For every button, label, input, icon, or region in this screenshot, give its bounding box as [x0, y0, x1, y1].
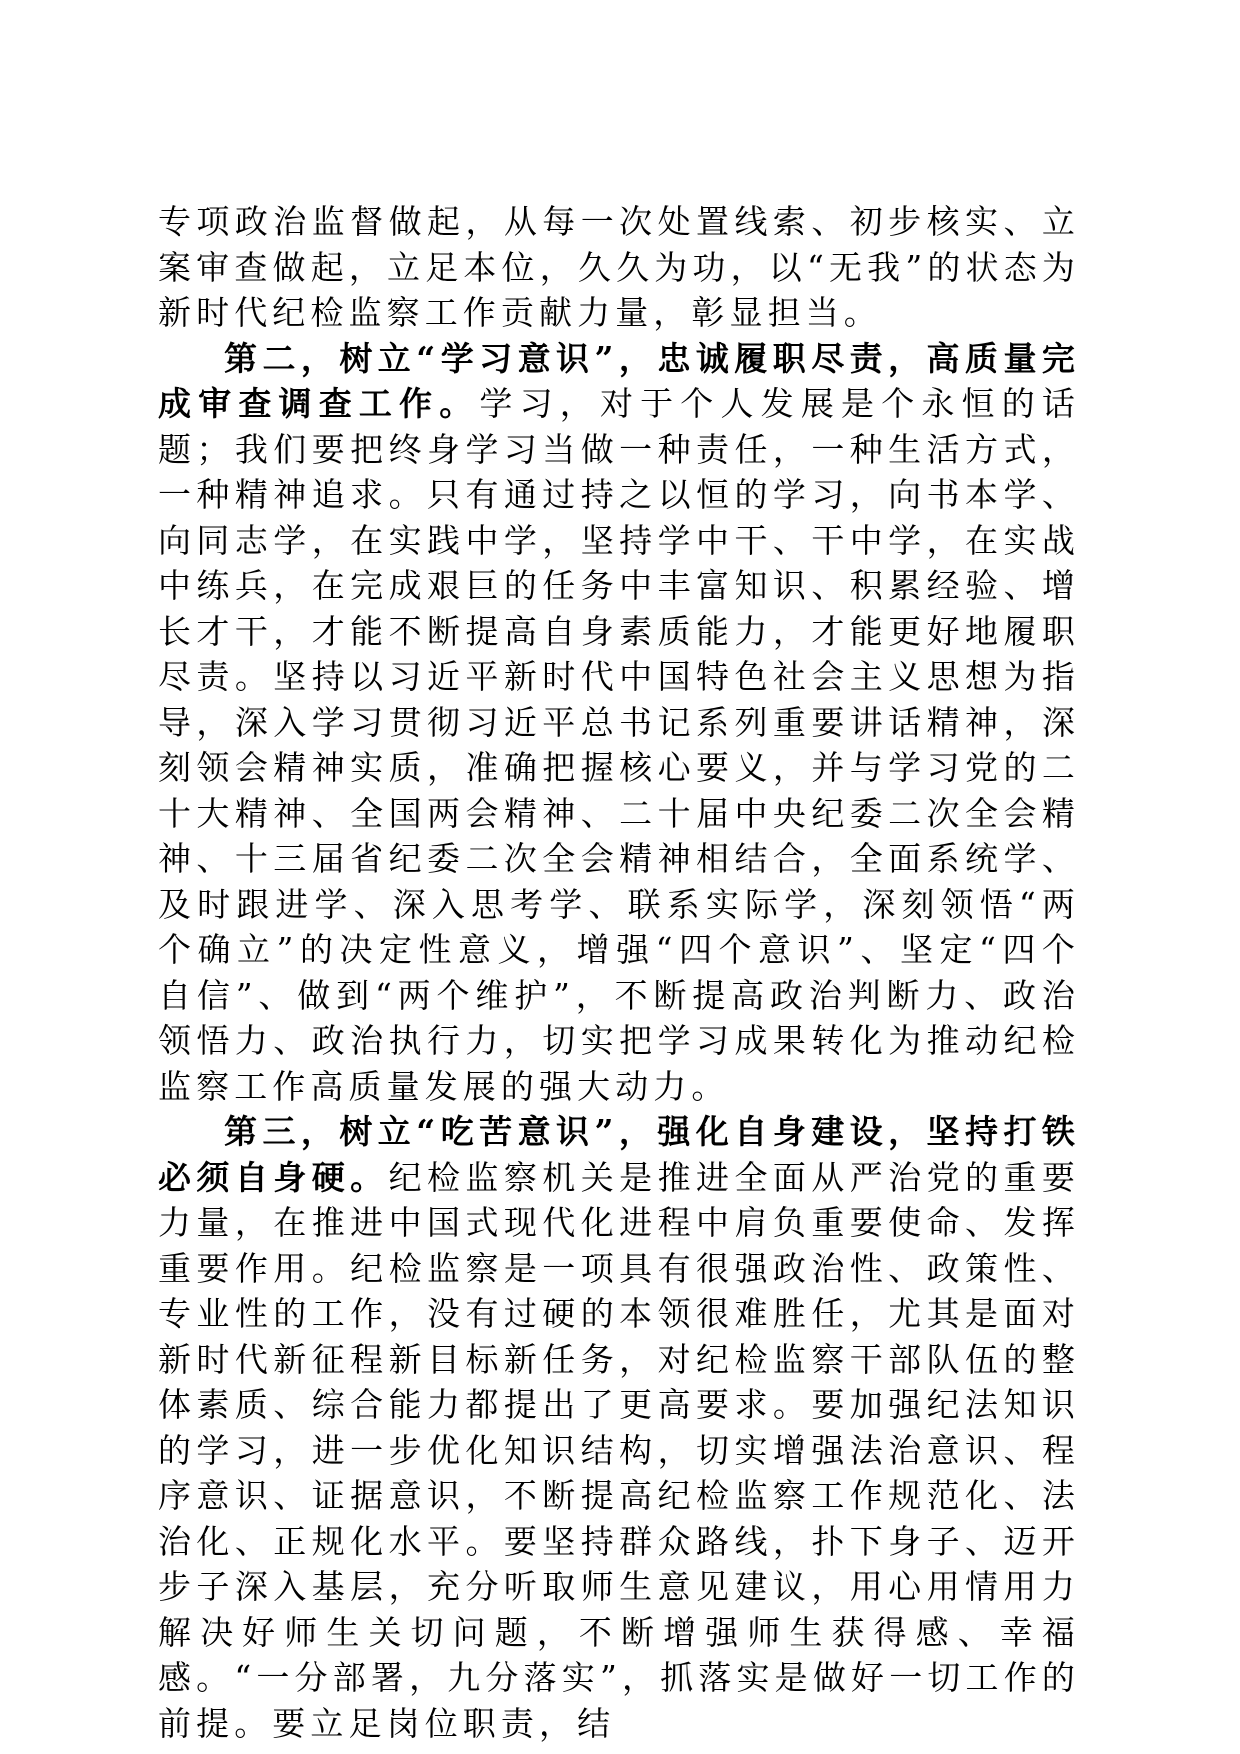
paragraph-2-heading: 第二，树立“学习意识”，忠诚履职尽责，高质量完成审查调查工作。 [158, 338, 1080, 423]
paragraph-continuation [158, 199, 1080, 336]
paragraph-3-heading: 第三，树立“吃苦意识”，强化自身建设，坚持打铁必须自身硬。 [158, 1112, 1080, 1197]
paragraph-learning-awareness [158, 336, 1080, 1110]
paragraph-3-body: 纪检监察机关是推进全面从严治党的重要力量，在推进中国式现代化进程中肩负重要使命、发挥重要作用。纪检监察是一项具有很强政治性、政策性、专业性的工作，没有过硬的本领很难胜任，尤其是面对新时代新征程新目标新任务，对纪检监察干部队伍的整体素质、综合能力都提出了更高要求。要加强纪法知识的学习，进一步优化知识结构，切实增强法治意识、程序意识、证据意识，不断提高纪检监察工作规范化、法治化、正规化水平。要坚持群众路线，扑下身子、迈开步子深入基层，充分听取师生意见建议，用心用情用力解决好师生关切问题，不断增强师生获得感、幸福感。“一分部署，九分落实”，抓落实是做好一切工作的前提。要立足岗位职责，结 [158, 1157, 1080, 1743]
paragraph-2-body: 学习，对于个人发展是个永恒的话题；我们要把终身学习当做一种责任，一种生活方式，一种精神追求。只有通过持之以恒的学习，向书本学、向同志学，在实践中学，坚持学中干、干中学，在实战中练兵，在完成艰巨的任务中丰富知识、积累经验、增长才干，才能不断提高自身素质能力，才能更好地履职尽责。坚持以习近平新时代中国特色社会主义思想为指导，深入学习贯彻习近平总书记系列重要讲话精神，深刻领会精神实质，准确把握核心要义，并与学习党的二十大精神、全国两会精神、二十届中央纪委二次全会精神、十三届省纪委二次全会精神相结合，全面系统学、及时跟进学、深入思考学、联系实际学，深刻领悟“两个确立”的决定性意义，增强“四个意识”、坚定“四个自信”、做到“两个维护”，不断提高政治判断力、政治领悟力、政治执行力，切实把学习成果转化为推动纪检监察工作高质量发展的强大动力。 [158, 384, 1080, 1106]
document-body [158, 199, 1080, 1746]
paragraph-hardship-awareness [158, 1109, 1080, 1746]
paragraph-1-text: 专项政治监督做起，从每一次处置线索、初步核实、立案审查做起，立足本位，久久为功，以“无我”的状态为新时代纪检监察工作贡献力量，彰显担当。 [158, 202, 1080, 332]
